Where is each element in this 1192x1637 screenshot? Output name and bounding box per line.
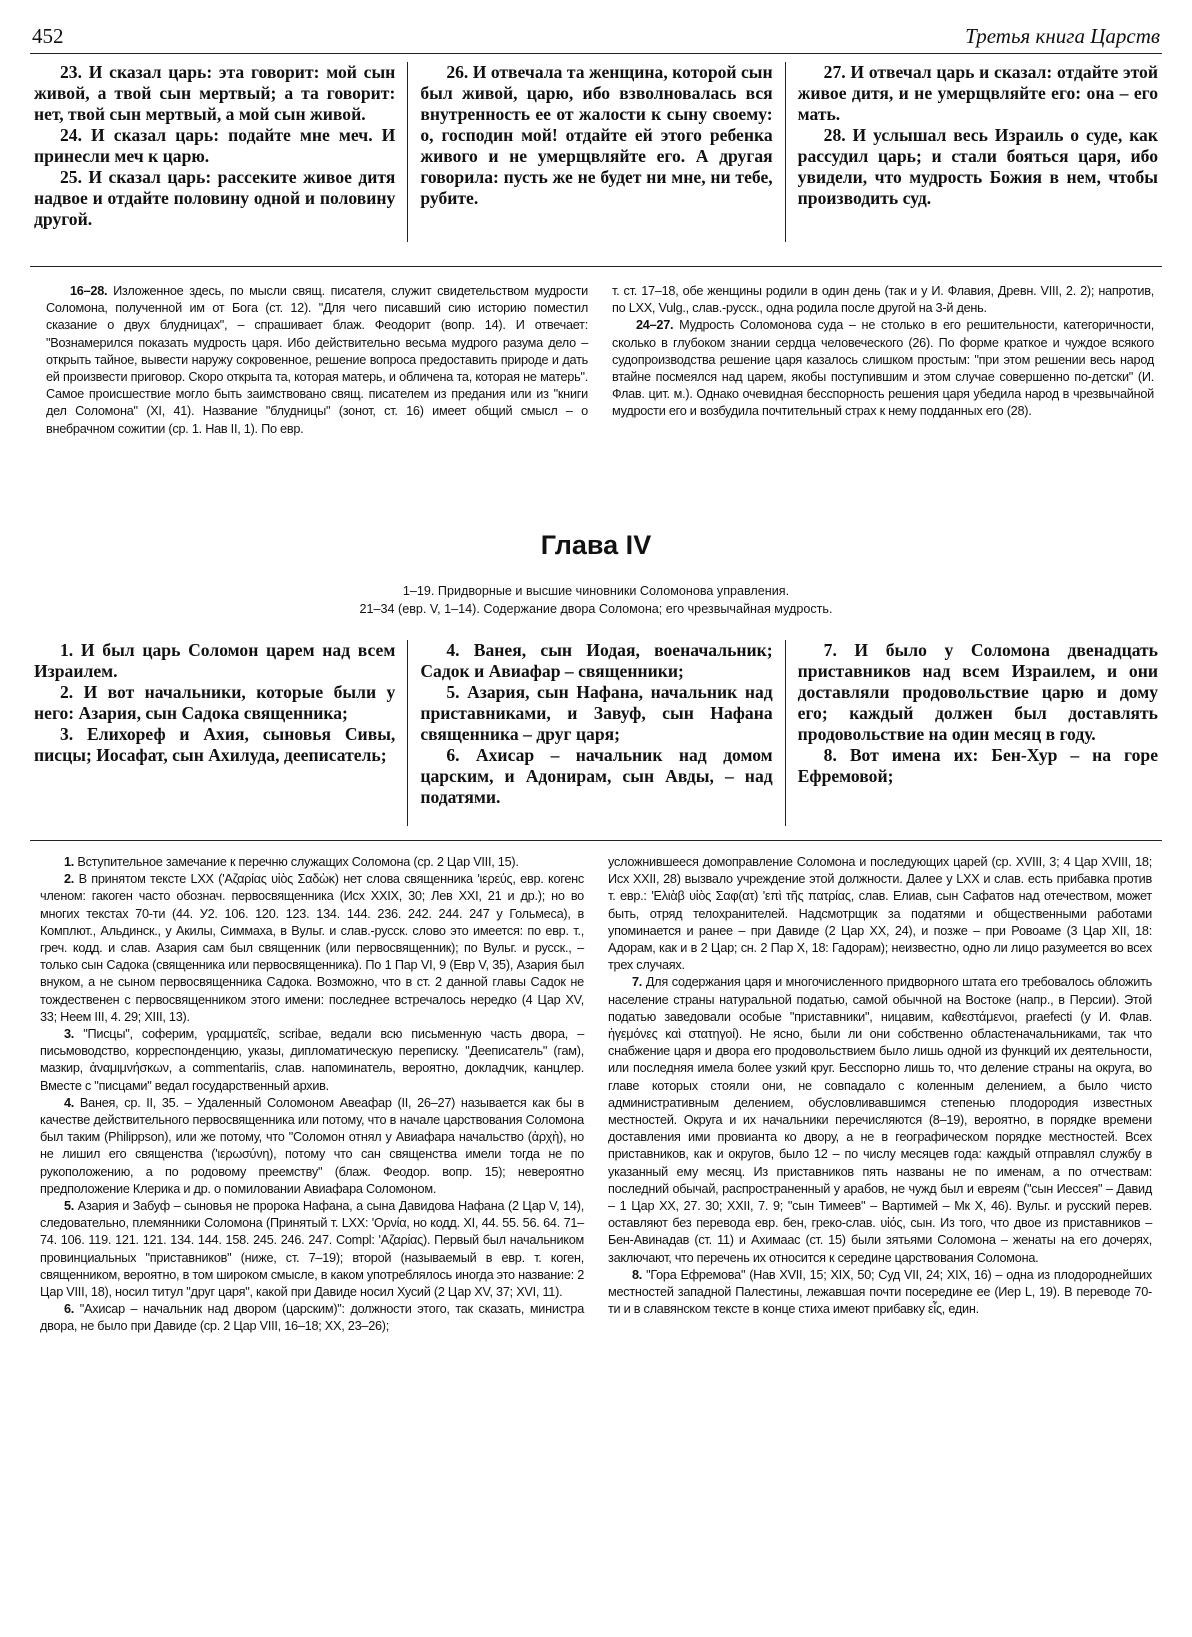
verse-23: 23. И сказал царь: эта говорит: мой сын живой, а твой сын мертвый; а та говорит: нет, твой сын мертвый, а мой сын живой. xyxy=(34,62,396,124)
chapter-summary xyxy=(0,582,1192,618)
chapter-verses xyxy=(30,640,1162,826)
bottom-commentary-col-2 xyxy=(608,854,1152,1336)
section-divider xyxy=(30,840,1162,841)
top-verses-col-2 xyxy=(407,62,784,242)
commentary-24-27: 24–27. Мудрость Соломонова суда – не столько в его решительности, категоричности, сколько в глубоком знании сердца человеческого (26). По форме краткое и чуждое всякого судопроизводства решение царя казалось слишком простым: "при этом решении весь народ втайне посмеялся над царем, якобы поступившим и этом случае совершенно по-детски" (И. Флав. цит. м.). Однако очевидная бесспорность решения царя убедила народ в чрезвычайной мудрости его и возбудила почтительный страх к нему подданных его (28). xyxy=(612,318,1154,419)
note-1: 1. Вступительное замечание к перечню служащих Соломона (ср. 2 Цар VIII, 15). xyxy=(64,855,519,869)
chapter-verses-col-3 xyxy=(785,640,1162,826)
chapter-title: Глава IV xyxy=(540,530,652,560)
running-title: Третья книга Царств xyxy=(965,24,1160,48)
verse-8: 8. Вот имена их: Бен-Хур – на горе Ефремовой; xyxy=(797,745,1158,786)
commentary-16-28: 16–28. Изложенное здесь, по мысли свящ. писателя, служит свидетельством мудрости Соломона, полученной им от Бога (ст. 12). "Для чего писавший сию историю поместил сказание о двух блудницах", – спрашивает блаж. Феодорит (вопр. 14). И отвечает: "Вознамерился показать мудрость царя. Ибо действительно весьма мудрого разума дело – открыть тайное, вывести наружу сокровенное, решение вопроса предоставить природе и дать ей произвести приговор. Скоро открыта та, которая матерь, и обличена та, которая не матерь". Самое происшествие могло быть заимствовано свящ. писателем из предания или из "книги дел Соломона" (XI, 41). Название "блудницы" (зонот, ст. 16) имеет общий смысл – о внебрачном сожитии (ср. 1. Нав II, 1). По евр. xyxy=(46,284,588,436)
note-5: 5. Азария и Забуф – сыновья не пророка Нафана, а сына Давидова Нафана (2 Цар V, 14), следовательно, племянники Соломона (Принятый т. LXX: 'Ορνία, но кодд. XI, 44. 55. 56. 64. 71–74. 106. 119. 121. 121. 134. 144. 158. 245. 246. 247. Compl: 'Αζαρίας). Первый был начальником провинциальных "приставников" (ниже, ст. 7–19); второй (называемый в евр. т. коген, священником, вероятно, в том широком смысле, в каком употреблялось иногда это название: 2 Цар VIII, 18), носил титул "друг царя", какой при Давиде носил Хусий (2 Цар XV, 37; XVI, 11). xyxy=(40,1199,585,1300)
verse-7: 7. И было у Соломона двенадцать приставников над всем Израилем, и они доставляли продовольствие царю и дому его; каждый должен был доставлять продовольствие на один месяц в году. xyxy=(797,640,1158,744)
section-divider xyxy=(30,266,1162,267)
verse-2: 2. И вот начальники, которые были у него: Азария, сын Садока священника; xyxy=(34,682,396,723)
note-7: 7. Для содержания царя и многочисленного придворного штата его требовалось обложить население страны натуральной податью, самой обычной на Востоке (напр., в Персии). Этой податью заведовали особые "приставники", ницавим, καθεστάμενοι, praefecti (у И. Флав. ἡγεμόνες καὶ στατηγοί). Не ясно, были ли они собственно областеначальниками, так что снабжение царя и двора его продовольствием было лишь одной из функций их деятельности, или последняя имела более узкий круг. Бесспорно лишь то, что деление страны на округа, во главе которых стояли они, не совпадало с коленным делением, а было чисто административным делением, обусловливавшимся степенью плодородия известных местностей. Округа и их начальники перечисляются (8–19), вероятно, в порядке времени доставления ими провианта ко двору, а не в географическом порядке местностей. Всех приставников, как и округов, было 12 – по числу месяцев года: каждый отправлял службу в указанный ему месяц. Из приставников пять названы не по именам, а по отчествам: последний обычай, распространенный у арабов, не чужд был и евреям ("сын Иессея" – Давид – 1 Цар XX, 27. 30; XXII, 7. 9; "сын Тимеев" – Вартимей – Мк X, 46). Вульг. и русский перев. оставляют без перевода евр. бен, греко-слав. υἱός, сын. Из того, что двое из приставников – Бен-Авинадав (ст. 11) и Ахимаас (ст. 15) были зятьями Соломона – женаты на его дочерях, заключают, что перечень их относится к середине царствования Соломона. xyxy=(608,975,1152,1265)
verse-1: 1. И был царь Соломон царем над всем Израилем. xyxy=(34,640,396,681)
commentary-continued: т. ст. 17–18, обе женщины родили в один день (так и у И. Флавия, Древн. VIII, 2. 2); напротив, по LXX, Vulg., слав.-русск., одна родила после другой на 3-й день. xyxy=(612,284,1154,316)
verse-24: 24. И сказал царь: подайте мне меч. И принесли меч к царю. xyxy=(34,125,396,166)
top-commentary-col-1 xyxy=(46,283,588,438)
verse-25: 25. И сказал царь: рассеките живое дитя надвое и отдайте половину одной и половину другой. xyxy=(34,167,396,229)
chapter-summary-line-2: 21–34 (евр. V, 1–14). Содержание двора Соломона; его чрезвычайная мудрость. xyxy=(359,602,833,616)
top-commentary-col-2 xyxy=(612,283,1154,438)
note-4: 4. Ванея, ср. II, 35. – Удаленный Соломоном Авеафар (II, 26–27) называется как бы в качестве действительного первосвященника или потому, что в начале царствования Соломона был таким (Philippson), или же потому, что "Соломон отнял у Авиафара начальство (ἀρχὴ), но не лишил его священства ('ιερωσύνη), потому что сан священства имели тогда не по рукоположению, а по родовому преемству" (блаж. Феодор. вопр. 15); невероятно предположение Клерика и др. о помиловании Авиафара Соломоном. xyxy=(40,1095,584,1196)
note-6-continued: усложнившееся домоправление Соломона и последующих царей (ср. XVIII, 3; 4 Цар XVIII, 18; Исх XXII, 28) вызвало учреждение этой должности. Далее у LXX и слав. есть прибавка против т. евр.: 'Ελιὰβ υἱὸς Σαφ(ατ) 'επὶ τῆς πατρίας, слав. Елиав, сын Сафатов над отечеством, может быть, отряд телохранителей. Надсмотрщик за податями и общественными работами упоминается и ранее – при Давиде (2 Цар XX, 24), и позже – при Ровоаме (3 Цар XII, 18: Адорам, как и в 2 Цар; сн. 2 Пар X, 18: Гадорам); неизвестно, одно ли лицо разумеется во всех трех случаях. xyxy=(608,855,1152,973)
chapter-verses-col-2 xyxy=(407,640,784,826)
top-verses-col-3 xyxy=(785,62,1162,242)
note-3: 3. "Писцы", соферим, γραμματεῖς, scribae, ведали всю письменную часть двора, – письмоводство, корреспонденцию, указы, дипломатическую переписку. "Дееписатель" (гам), мазкир, ἀναμιμνήσκων, a commentariis, слав. напоминатель, вероятно, докладчик, канцлер. Вместе с "писцами" ведал государственный архив. xyxy=(40,1027,584,1093)
bottom-commentary xyxy=(40,854,1152,1336)
note-6: 6. "Ахисар – начальник над двором (царским)": должности этого, так сказать, министра двора, не было при Давиде (ср. 2 Цар VIII, 16–18; XX, 23–26); xyxy=(40,1302,584,1334)
running-head xyxy=(30,22,1162,54)
verse-27: 27. И отвечал царь и сказал: отдайте этой живое дитя, и не умерщвляйте его: она – его мать. xyxy=(797,62,1158,124)
chapter-verses-col-1 xyxy=(30,640,407,826)
note-8: 8. "Гора Ефремова" (Нав XVII, 15; XIX, 50; Суд VII, 24; XIX, 16) – одна из плодороднейших местностей западной Палестины, лежавшая почти посередине ее (Иер L, 19). В переводе 70-ти и в славянском тексте в конце стиха имеют прибавку εἶς, един. xyxy=(608,1267,1152,1317)
verse-5: 5. Азария, сын Нафана, начальник над приставниками, и Завуф, сын Нафана священника – друг царя; xyxy=(420,682,773,744)
verse-26: 26. И отвечала та женщина, которой сын был живой, царю, ибо взволновалась вся внутренность ее от жалости к сыну своему: о, господин мой! отдайте ей этого ребенка живого и не умерщвляйте его. А другая говорила: пусть же не будет ни мне, ни тебе, рубите. xyxy=(420,62,773,208)
top-verses-col-1 xyxy=(30,62,407,242)
bottom-commentary-col-1 xyxy=(40,854,584,1336)
page-number: 452 xyxy=(32,24,64,48)
top-commentary xyxy=(46,283,1154,438)
verse-3: 3. Елихореф и Ахия, сыновья Сивы, писцы; Иосафат, сын Ахилуда, дееписатель; xyxy=(34,724,396,765)
verse-4: 4. Ванея, сын Иодая, военачальник; Садок и Авиафар – священники; xyxy=(420,640,773,681)
top-verses xyxy=(30,62,1162,242)
chapter-summary-line-1: 1–19. Придворные и высшие чиновники Соломонова управления. xyxy=(402,584,790,598)
verse-28: 28. И услышал весь Израиль о суде, как рассудил царь; и стали бояться царя, ибо увидели, что мудрость Божия в нем, чтобы производить суд. xyxy=(797,125,1158,208)
verse-6: 6. Ахисар – начальник над домом царским, и Адонирам, сын Авды, – над податями. xyxy=(420,745,773,807)
note-2: 2. В принятом тексте LXX ('Αζαρίας υἱὸς Σαδὼκ) нет слова священника 'ιερεύς, евр. когенс членом: гакоген часто обознач. первосвященника (Исх XXIX, 30; Лев XXI, 21 и др.); но во многих текстах 70-ти (44. У2. 106. 120. 123. 134. 144. 236. 242. 244. 247 у Гольмеса), в Комплют., Альдинск., у Акилы, Симмаха, в Вульг. и слав.-русск. слово это имеется: по евр. т., греч. кодд. и слав. Азария сам был священник (или первосвященник); по Вульг. и русск., – только сын Садока (священника или первосвященника). По 1 Пар VI, 9 (Евр V, 35), Азария был внуком, а не сыном первосвященника Садока. Возможно, что в ст. 2 данной главы Садок не тождественен с первосвященником этого имени: последнее встречалось нередко (4 Цар XV, 33; Неем III, 4. 29; XIII, 13). xyxy=(40,872,584,1024)
